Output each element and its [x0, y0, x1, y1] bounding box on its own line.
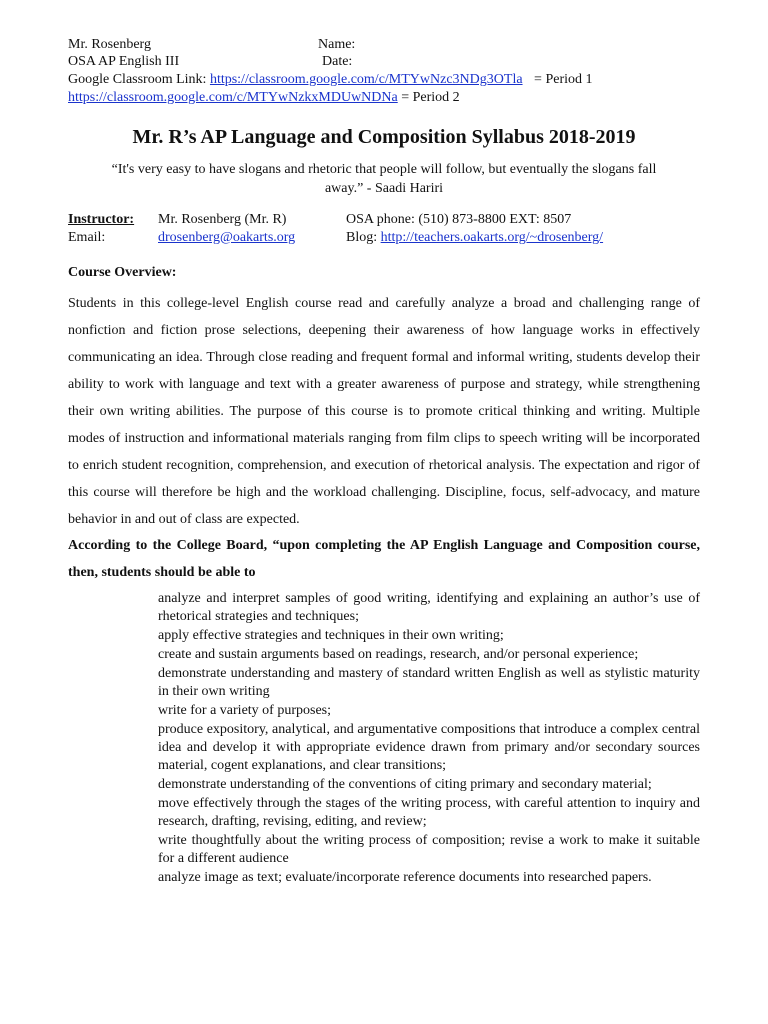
- list-item: produce expository, analytical, and argumentative compositions that introduce a complex central idea and develop it with appropriate evidence drawn from primary and/or secondary sources material, cogent explanations, and clear transitions;: [158, 722, 700, 773]
- course-name: OSA AP English III: [68, 54, 180, 69]
- list-item: demonstrate understanding of the conventions of citing primary and secondary material;: [158, 777, 652, 792]
- teacher-name: Mr. Rosenberg: [68, 37, 151, 52]
- list-item: analyze and interpret samples of good writing, identifying and explaining an author’s use of rhetorical strategies and techniques;: [158, 591, 700, 624]
- classroom-link-period-1[interactable]: https://classroom.google.com/c/MTYwNzc3NDg3OTla: [209, 72, 523, 87]
- instructor-email-link[interactable]: drosenberg@oakarts.org: [158, 230, 296, 245]
- syllabus-title: Mr. R’s AP Language and Composition Syllabus 2018-2019: [132, 126, 636, 148]
- list-item: analyze image as text; evaluate/incorporate reference documents into researched papers.: [158, 870, 652, 885]
- instructor-label: Instructor:: [68, 212, 135, 227]
- instructor-name: Mr. Rosenberg (Mr. R): [158, 212, 287, 227]
- list-item: create and sustain arguments based on readings, research, and/or personal experience;: [158, 647, 639, 662]
- blog-link[interactable]: http://teachers.oakarts.org/~drosenberg/: [380, 230, 604, 245]
- list-item: write for a variety of purposes;: [158, 703, 331, 718]
- blog-label: Blog:: [346, 230, 378, 245]
- college-board-intro: According to the College Board, “upon completing the AP English Language and Composition course, then, students should be able to: [68, 538, 700, 580]
- classroom-link-period-2[interactable]: https://classroom.google.com/c/MTYwNzkxMDUwNDNa: [68, 90, 398, 105]
- blog-line: [346, 229, 603, 247]
- list-item: move effectively through the stages of the writing process, with careful attention to inquiry and research, drafting, revising, editing, and review;: [158, 796, 700, 829]
- learning-outcomes-list: [158, 590, 700, 888]
- list-item: apply effective strategies and techniques in their own writing;: [158, 628, 504, 643]
- list-item: demonstrate understanding and mastery of standard written English as well as stylistic maturity in their own writing: [158, 666, 700, 699]
- classroom-link-label: Google Classroom Link:: [68, 72, 207, 87]
- period-1-label: = Period 1: [534, 72, 593, 87]
- list-item: write thoughtfully about the writing process of composition; revise a work to make it suitable for a different audience: [158, 833, 700, 866]
- course-overview-heading: Course Overview:: [68, 265, 177, 280]
- classroom-line-2: [68, 89, 460, 107]
- course-overview-body: Students in this college-level English course read and carefully analyze a broad and challenging range of nonfiction and fiction prose selections, deepening their awareness of how language works in effectively communicating an idea. Through close reading and frequent formal and informal writing, students develop their ability to work with language and text with a greater awareness of purpose and strategy, while strengthening their own writing abilities. The purpose of this course is to promote critical thinking and writing. Multiple modes of instruction and informational materials ranging from film clips to speech writing will be incorporated to enrich student recognition, comprehension, and execution of rhetorical analysis. The expectation and rigor of this course will therefore be high and the workload challenging. Discipline, focus, self-advocacy, and mature behavior in and out of class are expected.: [68, 296, 700, 527]
- email-label: Email:: [68, 230, 106, 245]
- period-2-label: = Period 2: [401, 90, 460, 105]
- classroom-line-1: [68, 71, 593, 89]
- date-label: Date:: [322, 54, 353, 69]
- epigraph-quote: “It's very easy to have slogans and rhetoric that people will follow, but eventually the slogans fall away.” - Saadi Hariri: [111, 162, 657, 196]
- student-name-label: Name:: [318, 37, 356, 52]
- school-phone: OSA phone: (510) 873-8800 EXT: 8507: [346, 212, 572, 227]
